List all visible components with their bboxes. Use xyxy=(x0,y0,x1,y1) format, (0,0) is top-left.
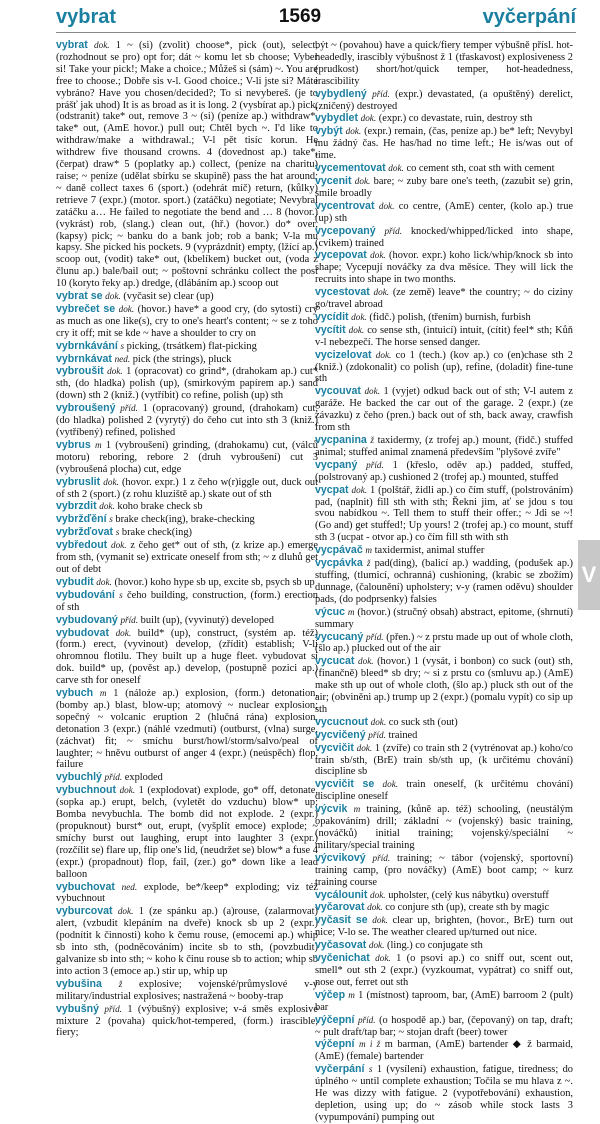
headword: vycpanina xyxy=(315,434,367,446)
part-of-speech: ž xyxy=(118,978,123,989)
entry-definition: (ling.) co conjugate sth xyxy=(387,940,483,952)
dictionary-entry xyxy=(315,940,573,952)
dictionary-entry xyxy=(315,89,573,113)
entry-definition: 1 (vyjet) odkud back out of sth; V-l autem z garáže. He backed the car out of the garage. 2 (expr.) (ze závazku) z čeho (pren.) back out of sth, back away, crawfish from sth xyxy=(315,386,574,434)
headword: vybrnkávat xyxy=(56,352,112,365)
entry-definition: (přen.) ~ z prstu made up out of whole cloth, (ŝlo ap.) plucked out of the air xyxy=(315,631,573,655)
entry-definition: (hovor. expr.) koho lick/whip/knock sb into shape; Vycepují nováčky za dva měsíce. They will lick the recruits into shape in two months. xyxy=(315,250,574,286)
headword: výcvikový xyxy=(315,851,366,864)
entry-definition: co suck sth (out) xyxy=(388,716,458,728)
dictionary-entry xyxy=(56,354,318,366)
part-of-speech: dok. xyxy=(119,785,136,796)
entry-definition: 1 (výbušný) explosive; v-á směs explosive mixture 2 (povaha) quick/hot-tempered, (form.) irascible, fiery; xyxy=(56,1003,318,1039)
dictionary-entry xyxy=(315,730,573,742)
right-guide-word: vyčerpání xyxy=(482,6,576,28)
part-of-speech: příd. xyxy=(104,1003,122,1014)
dictionary-entry xyxy=(56,291,318,303)
headword: vyčasit se xyxy=(315,914,368,927)
dictionary-entry xyxy=(315,1064,573,1124)
entry-definition: training; ~ tábor (vojenský, sportovní) training camp, (pro nováčky) (AmE) boot camp; ~ kurz training course xyxy=(315,852,573,888)
header-rule xyxy=(56,32,576,33)
headword: vybrat se xyxy=(56,290,103,303)
dictionary-entry xyxy=(315,804,573,852)
headword: vycementovat xyxy=(315,162,386,175)
headword: vycestovat xyxy=(315,286,370,299)
dictionary-entry xyxy=(56,772,318,784)
dictionary-entry xyxy=(56,1004,318,1040)
dictionary-entry xyxy=(56,527,318,539)
part-of-speech: dok. xyxy=(356,742,373,753)
entry-definition: 1 (zvíře) co train sth 2 (vytrénovat ap.) koho/co train sb/sth, (BrE) train sb/sth up, (k určitému chování) discipline sb xyxy=(315,742,573,778)
part-of-speech: ž xyxy=(366,558,371,569)
headword: vyčenichat xyxy=(315,952,370,965)
dictionary-entry xyxy=(56,514,318,526)
part-of-speech: m xyxy=(353,804,361,815)
entry-definition: 1 (opracovaný) ground, (drahokam) cut, (do hladka) polished 2 (vyrytý) do čeho cut into sth 3 (kniž.) (vytříbený) refined, polished xyxy=(56,403,318,438)
entry-definition: taxidermy, (z trofej ap.) mount, (řidč.) stuffed animal; stuffed animal znamená především "plyšové zvíře" xyxy=(315,435,573,458)
headword: vycepovaný xyxy=(315,224,376,237)
headword: vybrečet se xyxy=(56,302,116,315)
dictionary-entry xyxy=(56,785,318,880)
entry-definition: (expr.) remain, (čas, peníze ap.) be* left; Nevybyl mu žádný čas. He has/had no time left.; He is/was out of time. xyxy=(315,126,573,162)
dictionary-entry xyxy=(56,906,318,977)
entry-definition: 1 (opracovat) co grind*, (drahokam ap.) cut* sth, (do hladka) polish (up), (smirkovým papírem ap.) sand (down) sth 2 (kniž.) (vytříbit) co refine, polish (up) sth xyxy=(56,366,318,402)
entry-definition: brake check(ing), brake-checking xyxy=(115,514,255,526)
headword: vybudování xyxy=(56,588,115,601)
entry-definition: 1 (polštář, židli ap.) co čím stuff, (polstrováním) pad, (naplnit) fill sth with sth; Řekni jim, ať se jdou s tou svou nabídkou ~. Tell them to stuff their offer.; ~ Jdi se ~! (Go and) get stuffed!; Up yours! 2 (trofej ap.) co mount, stuff sth 3 (ucpat - otvor ap.) co čím fill sth with sth xyxy=(315,484,573,544)
headword: vybuchlý xyxy=(56,771,102,784)
part-of-speech: s xyxy=(368,1064,373,1075)
part-of-speech: dok. xyxy=(378,200,395,211)
headword: vybrzdit xyxy=(56,500,97,513)
part-of-speech: dok. xyxy=(348,324,365,335)
headword: vybrnkávání xyxy=(56,339,118,352)
dictionary-entry xyxy=(315,460,573,484)
left-guide-word: vybrat xyxy=(56,6,117,28)
entry-definition: bare; ~ zuby bare one's teeth, (zazubit se) grin, smile broadly xyxy=(315,175,573,199)
headword: vybuch xyxy=(56,687,94,700)
part-of-speech: dok. xyxy=(96,576,112,587)
part-of-speech: příd. xyxy=(120,614,139,625)
headword: vybudit xyxy=(56,575,94,588)
entry-definition: (hovor.) (stručný obsah) abstract, epitome, (shrnutí) summary xyxy=(315,606,573,630)
part-of-speech: dok. xyxy=(99,501,115,512)
entry-definition: 1 ~ (si) (zvolit) choose*, pick (out), select, (rozhodnout se pro) opt for; dát ~ komu let sb choose; Vyber si! Take your pick!; Make a choice.; Můžeš si (sám) ~. You are free to choose.; Dobře sis v-l. Good choice.; V-li jste si? Máte vybráno? Have you chosen/decided?; To si nevybereš. (je to prášť jak uhod) It is as broad as it is long. 2 (vysbírat ap.) pick, (odstranit) take* out, remove 3 ~ (si) (peníze ap.) withdraw*, take* out, (AmE hovor.) pull out; Chtěl bych ~. I'd like to withdraw/make a withdrawal.; V-l pět tisíc korun. He withdrew five thousand crowns. 4 (dovednost ap.) take*, (čerpat) draw* 5 (poplatky ap.) collect, (peníze na charitu) raise; ~ peníze (udělat sbírku se skupině) pass the hat around; ~ daně collect taxes 6 (sport.) (odehrát míč) return, (kůlky) retrieve 7 (expr.) (motor. sport.) (zatáčku) negotiate; Nevybral zatáčku a… He failed to negotiate the bend and … 8 (hovor.) (vykrást) rob, (slang.) clean out, (hř.) (hovor.) do* over, (kapsy) pick; ~ banku do a bank job; rob a bank; V-la mu kapsy. She picked his pockets. 9 (vyprázdnit) empty, (lžící ap.) scoop out, (vodit) take* out, (kbelíkem) bucket out, (voda z člunu ap.) bale/bail out; ~ poštovní schránku collect the post 10 (koryto řeky ap.) dredge, (dlábáním ap.) scoop out xyxy=(56,40,318,290)
headword: výčepní xyxy=(315,1013,355,1026)
dictionary-entry xyxy=(315,656,573,716)
dictionary-entry xyxy=(315,990,573,1014)
headword: vycepovat xyxy=(315,249,367,262)
entry-definition: 1 (explodovat) explode, go* off, detonate, (sopka ap.) erupt, belch, (vyletět do vzduchu) blow* up; Bomba nevybuchla. The bomb did not explode. 2 (expr.) (propuknout) burst* out, erupt, (vyšplít emoce) explode; ~ smíchy burst out laughing, erupt into laughter 3 (expr.) (rozčílit se) flare up, flip one's lid, (neudržet se) blow* a fuse 4 (expr.) (propadnout) flop, fail, (zer.) go* down like a lead balloon xyxy=(56,785,318,880)
entry-definition: 1 (vysílení) exhaustion, fatigue, tiredness; do úplného ~ until complete exhaustion; Točila se mu hlava z ~. He was dizzy with fatigue. 2 (vypotřebování) exhaustion, depletion, using up; do ~ zásob while stock lasts 3 (vypumpování) pumping out xyxy=(315,1064,574,1123)
dictionary-entry xyxy=(56,979,318,1003)
dictionary-entry xyxy=(315,176,573,200)
headword: vycálounit xyxy=(315,888,368,901)
part-of-speech: dok. xyxy=(373,287,390,298)
part-of-speech: dok. xyxy=(388,163,404,174)
entry-definition: trained xyxy=(388,729,418,741)
part-of-speech: dok. xyxy=(382,779,399,790)
entry-definition: 1 (náloże ap.) explosion, (form.) detonation, (bomby ap.) blast, blow-up; atomový ~ nuclear explosion; sopečný ~ volcanic eruption 2 (hlučná rána) explosion, detonation 3 (expr.) (náhlé vzedmutí) (outburst, (vlna) surge, (záchvat) fit; ~ smíchu burst/howl/storm/salvo/peal of laughter; ~ hněvu outburst of anger 4 (expr.) (neúspěch) flop, failure xyxy=(56,688,318,771)
thumb-index-tab xyxy=(578,540,600,610)
entry-definition: (o hospodě ap.) bar, (čepovaný) on tap, draft; ~ pult draft/tap bar; ~ stojan draft (beer) tower xyxy=(315,1014,574,1038)
part-of-speech: příd. xyxy=(120,403,138,414)
dictionary-entry xyxy=(56,304,318,340)
entry-definition: co sense sth, (intuicí) intuit, (cítit) feel* sth; Kůň v-l nebezpečí. The horse sensed danger. xyxy=(315,324,573,348)
entry-definition: training, (kůně ap. též) schooling, (neustálým opakováním) drill; základní ~ (vojenský) basic training, (nováčků) initial training; vojenský/speciální ~ military/special training xyxy=(315,804,573,851)
entry-definition: z čeho get* out of sth, (z krize ap.) emerge from sth, (vymanit se) extricate oneself from sth; ~ z dluhů get out of debt xyxy=(56,540,318,575)
dictionary-entry xyxy=(56,501,318,513)
part-of-speech: dok. xyxy=(351,484,368,495)
entry-definition: (hovor.) have* a good cry, (do sytosti) cry as much as one like(s), cry to one's heart's content; ~ se z toho cry it off; mít se kde ~ have a shoulder to cry on xyxy=(56,303,318,339)
part-of-speech: dok. xyxy=(345,126,362,137)
headword: vycvičit se xyxy=(315,778,375,791)
entry-definition: 1 (křeslo, oděv ap.) padded, stuffed, (polstrovaný ap.) cushioned 2 (trofej ap.) mounted, stuffed xyxy=(315,459,573,483)
part-of-speech: dok. xyxy=(110,540,127,551)
headword: výcuc xyxy=(315,605,346,618)
entry-definition: explosive; vojenské/průmyslové v-y military/industrial explosives; nastražená ~ booby-trap xyxy=(56,978,318,1002)
headword: vybroušený xyxy=(56,402,116,415)
headword: vyčerpání xyxy=(315,1063,365,1076)
part-of-speech: m xyxy=(94,439,102,450)
part-of-speech: dok. xyxy=(351,311,367,322)
dictionary-entry xyxy=(56,628,318,688)
dictionary-entry xyxy=(315,743,573,779)
entry-definition: train oneself, (k určitému chování) discipline oneself xyxy=(315,779,573,803)
entry-definition: co conjure sth (up), create sth by magic xyxy=(385,902,550,914)
part-of-speech: dok. xyxy=(354,175,371,186)
part-of-speech: dok. xyxy=(105,291,121,302)
headword: vybrus xyxy=(56,438,91,451)
part-of-speech: příd. xyxy=(104,772,123,783)
part-of-speech: dok. xyxy=(368,940,385,951)
headword: vycucaný xyxy=(315,630,364,643)
entry-definition: taxidermist, animal stuffer xyxy=(374,545,485,557)
entry-definition: knocked/whipped/licked into shape, (cvikem) trained xyxy=(315,225,573,249)
entry-definition: explode, be*/keep* exploding; viz též vybuchnout xyxy=(56,881,318,905)
part-of-speech: m i ž xyxy=(358,1039,381,1050)
entry-definition: (expr.) co devastate, ruin, destroy sth xyxy=(378,113,533,125)
headword: vybýt xyxy=(315,125,343,138)
headword: vyburcovat xyxy=(56,905,113,918)
dictionary-entry xyxy=(315,915,573,939)
dictionary-entry xyxy=(315,558,573,606)
dictionary-entry xyxy=(315,163,573,175)
dictionary-entry xyxy=(315,126,573,162)
dictionary-entry xyxy=(315,779,573,803)
part-of-speech: s xyxy=(109,514,113,525)
dictionary-entry xyxy=(315,632,573,656)
headword: vybrat xyxy=(56,39,88,51)
entry-definition: (vyčasit se) clear (up) xyxy=(123,291,214,303)
headword: vycpat xyxy=(315,483,349,496)
part-of-speech: dok. xyxy=(375,349,392,360)
dictionary-entry xyxy=(56,577,318,589)
dictionary-entry xyxy=(315,226,573,250)
entry-definition: koho brake check sb xyxy=(117,501,203,513)
headword: vycpaný xyxy=(315,458,358,471)
headword: vycizelovat xyxy=(315,348,372,361)
part-of-speech: dok. xyxy=(367,902,383,913)
dictionary-entry xyxy=(315,350,573,386)
headword: vybudovaný xyxy=(56,613,118,626)
dictionary-entry xyxy=(315,287,573,311)
entry-definition: exploded xyxy=(124,772,163,784)
entry-definition: m barman, (AmE) bartender ◆ ž barmaid, (AmE) (female) bartender xyxy=(315,1039,573,1063)
dictionary-entry xyxy=(56,403,318,439)
dictionary-entry xyxy=(315,1015,573,1039)
entry-definition: 1 (o psovi ap.) co sniff out, scent out, smell* out sth 2 (expr.) (vyzkoumat, vypátrat) co sniff out, nose out, ferret out sth xyxy=(315,953,573,988)
headword: vyčarovat xyxy=(315,901,365,914)
headword: vycvičit xyxy=(315,741,354,754)
left-column xyxy=(56,39,318,1039)
entry-definition: pad(ding), (balicí ap.) wadding, (podušek ap.) stuffing, (tlumicí, ochranná) cushioning, (krabic se zbožím) dunnage, (čalounění) upholstery; v-y (ramen oděvu) shoulder pads, (do podprsenky) falsies xyxy=(315,558,573,605)
part-of-speech: s xyxy=(119,589,123,600)
headword: vybušný xyxy=(56,1002,99,1015)
headword: vybuchovat xyxy=(56,880,115,893)
headword: vycucat xyxy=(315,655,355,668)
headword: vycucnout xyxy=(315,715,368,728)
entry-definition: picking, (trsátkem) flat-picking xyxy=(126,340,257,352)
part-of-speech: dok. xyxy=(360,113,377,124)
headword: vybudovat xyxy=(56,626,109,639)
part-of-speech: příd. xyxy=(365,631,384,642)
dictionary-entry xyxy=(315,902,573,914)
part-of-speech: m xyxy=(365,545,372,556)
entry-definition: clear up, brighten, (hovor., BrE) turn out nice; V-lo se. The weather cleared up/turned out nice. xyxy=(315,915,573,939)
part-of-speech: příd. xyxy=(368,729,386,740)
part-of-speech: s xyxy=(115,527,120,538)
dictionary-entry xyxy=(315,386,573,434)
dictionary-entry xyxy=(56,688,318,771)
part-of-speech: příd. xyxy=(366,459,384,470)
dictionary-entry xyxy=(315,325,573,349)
part-of-speech: dok. xyxy=(107,366,123,377)
headword: výčep xyxy=(315,988,346,1001)
entry-definition: co centre, (AmE) center, (kolo ap.) true (up) sth xyxy=(315,200,573,224)
entry-definition: 1 (místnost) taproom, bar, (AmE) barroom 2 (pult) bar xyxy=(315,989,573,1013)
headword: vybydlený xyxy=(315,87,367,100)
headword: vybržďovat xyxy=(56,526,114,539)
entry-definition: být ~ (povahou) have a quick/fiery temper výbušně přísl. hot-headedly, irascibly výbušnost ž 1 (třaskavost) explosiveness 2 (prudkost) short/hot/quick temper, hot-headedness, irascibility xyxy=(315,40,573,87)
headword: vycítit xyxy=(315,323,346,336)
part-of-speech: ž xyxy=(370,435,374,445)
dictionary-entry xyxy=(315,40,573,88)
part-of-speech: ned. xyxy=(114,353,131,364)
headword: výcvik xyxy=(315,803,348,816)
part-of-speech: dok. xyxy=(370,716,387,727)
headword: vycvičený xyxy=(315,728,366,741)
entry-definition: (hovor.) koho hype sb up, excite sb, psych sb up xyxy=(114,576,315,588)
part-of-speech: dok. xyxy=(372,915,388,926)
headword: vybroušit xyxy=(56,365,104,378)
headword: vyčasovat xyxy=(315,939,367,952)
headword: vybržďění xyxy=(56,513,107,526)
part-of-speech: dok. xyxy=(370,250,386,261)
part-of-speech: dok. xyxy=(94,40,110,50)
dictionary-entry xyxy=(315,607,573,631)
entry-definition: co cement sth, coat sth with cement xyxy=(406,163,555,175)
dictionary-entry xyxy=(315,717,573,729)
thumb-index-letter: V xyxy=(581,562,597,587)
dictionary-entry xyxy=(315,250,573,286)
entry-definition: (ze země) leave* the country; ~ do ciziny go/travel abroad xyxy=(315,287,573,311)
entry-definition: pick (the strings), pluck xyxy=(132,353,232,365)
part-of-speech: m xyxy=(347,606,355,617)
headword: vybředout xyxy=(56,539,108,552)
entry-definition: co 1 (tech.) (kov ap.) co (en)chase sth 2 (kniž.) (zdokonalit) co polish (up), refine, (doladit) fine-tune sth xyxy=(315,349,574,385)
dictionary-entry xyxy=(56,341,318,353)
dictionary-entry xyxy=(315,545,573,557)
part-of-speech: dok. xyxy=(118,303,135,314)
headword: vybydlet xyxy=(315,112,358,125)
part-of-speech: příd. xyxy=(384,225,403,236)
entry-definition: brake check(ing) xyxy=(121,527,192,539)
entry-definition: 1 (vybroušení) grinding, (drahokamu) cut, (válců motoru) reboring, rebore 2 (druh vybroušení) cut 3 (vybroušená plocha) cut, edge xyxy=(56,439,318,475)
entry-definition: upholster, (celý kus nábytku) overstuff xyxy=(388,889,549,901)
part-of-speech: dok. xyxy=(364,386,380,397)
entry-definition: čeho building, construction, (form.) erection of sth xyxy=(56,589,318,613)
entry-definition: (expr.) devastated, (a opuštěný) derelict, (zničený) destroyed xyxy=(315,88,573,112)
dictionary-entry xyxy=(56,590,318,614)
part-of-speech: dok. xyxy=(370,889,386,900)
dictionary-entry xyxy=(315,1039,573,1063)
part-of-speech: dok. xyxy=(375,953,391,964)
part-of-speech: m xyxy=(99,688,107,699)
part-of-speech: ned. xyxy=(121,881,138,892)
page-number: 1569 xyxy=(278,6,322,27)
headword: vybruslit xyxy=(56,475,101,488)
entry-definition: build* (up), construct, (systém ap. též) (form.) erect, (vyvinout) develop, (zřídit) establish; V-li ohromnou flotilu. They built up a huge fleet. vybudovat si dok. build* up, (pověst ap.) develop, (postupně pozici ap.) carve sth for oneself xyxy=(56,627,318,687)
entry-definition: (fidč.) polish, (třením) burnish, furbish xyxy=(369,311,531,323)
headword: vycpávač xyxy=(315,544,363,557)
entry-definition: (hovor.) 1 (vysát, i bonbon) co suck (out) sth, (finančně) bleed* sb dry; ~ si z prstu co (smluvu ap.) (AmE) make sth up out of whole cloth, (ŝlo ap.) pluck sth out of the air; (obviněni ap.) trump up 2 (expr.) (pomalu vypít) co sip up sth xyxy=(315,656,573,715)
headword: vycenit xyxy=(315,174,352,187)
right-column xyxy=(315,40,574,1123)
part-of-speech: příd. xyxy=(372,852,391,863)
part-of-speech: příd. xyxy=(372,88,390,99)
dictionary-entry xyxy=(315,201,573,225)
page-header xyxy=(0,0,600,34)
headword: vycentrovat xyxy=(315,199,375,212)
dictionary-entry xyxy=(315,853,573,889)
headword: vybušina xyxy=(56,977,102,990)
headword: vycouvat xyxy=(315,385,361,398)
dictionary-entry xyxy=(56,882,318,906)
part-of-speech: dok. xyxy=(103,476,119,487)
entry-definition: built (up), (vyvinutý) developed xyxy=(140,614,274,626)
dictionary-entry xyxy=(315,312,573,324)
headword: vycpávka xyxy=(315,557,363,570)
headword: vybuchnout xyxy=(56,784,117,797)
part-of-speech: dok. xyxy=(358,656,374,667)
dictionary-entry xyxy=(56,366,318,402)
dictionary-entry xyxy=(56,477,318,501)
part-of-speech: příd. xyxy=(357,1014,376,1025)
dictionary-entry xyxy=(56,40,318,290)
dictionary-entry xyxy=(315,953,573,989)
dictionary-entry xyxy=(56,440,318,476)
part-of-speech: dok. xyxy=(117,906,134,917)
dictionary-entry xyxy=(315,890,573,902)
entry-definition: 1 (ze spánku ap.) (a)rouse, (zalarmovat) alert, (vzbudit klepáním na dveře) knock sb up 2 (expr.) (podnítit k činnosti) koho k čemu rouse, (emocemi ap.) whip sb into sth, (podněcováním) incite sb to sth, (povzbudit) galvanize sb into sth; ~ koho k činu rouse sb to action; whip sb into action 3 (emoce ap.) stir up, whip up xyxy=(56,906,318,977)
headword: výčepní xyxy=(315,1038,355,1051)
part-of-speech: dok. xyxy=(115,627,132,638)
dictionary-entry xyxy=(56,540,318,576)
dictionary-entry xyxy=(315,485,573,545)
part-of-speech: s xyxy=(120,340,125,351)
entry-definition: (hovor. expr.) 1 z čeho w(r)iggle out, duck out of sth 2 (sport.) (z rohu kluziště ap.) skate out of sth xyxy=(56,476,318,500)
part-of-speech: m xyxy=(348,989,355,1000)
dictionary-entry xyxy=(315,113,573,125)
dictionary-entry xyxy=(56,615,318,627)
dictionary-entry xyxy=(315,435,573,459)
headword: vycídit xyxy=(315,310,349,323)
